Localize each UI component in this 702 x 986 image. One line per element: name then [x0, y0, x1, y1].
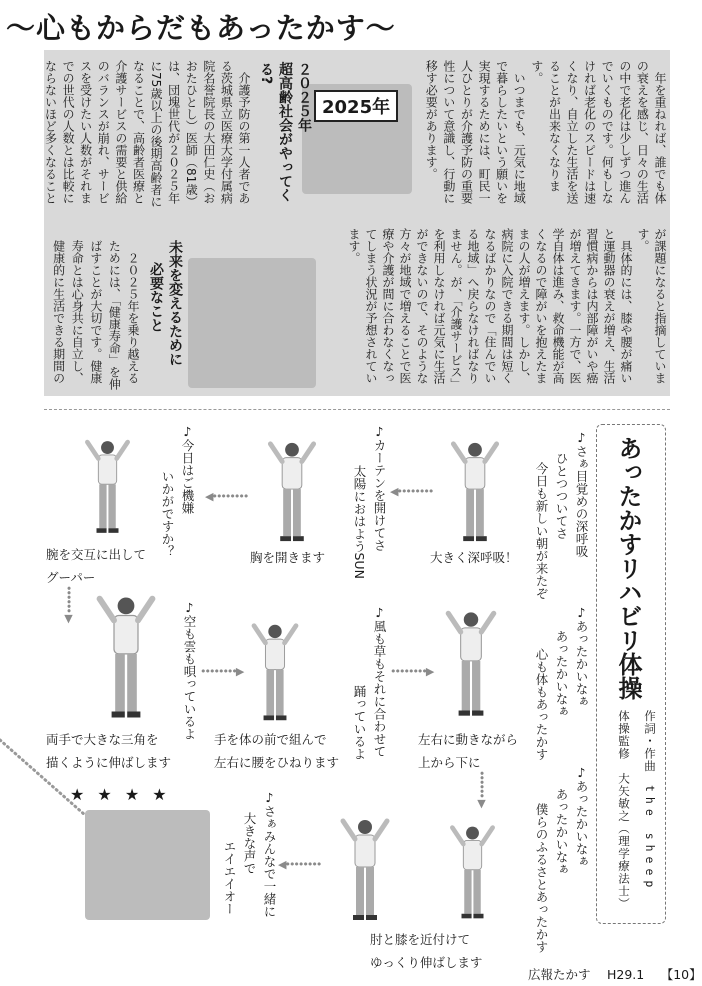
step-caption: 大きく深呼吸！: [430, 550, 518, 565]
step-lyric: 太陽におはようSUN: [352, 465, 367, 579]
credit-label: 作詞・作曲: [643, 710, 657, 773]
staff-photo-2025: [302, 84, 412, 194]
issue-number: H29.1: [607, 967, 645, 982]
exercise-photo-knee-raise: [445, 815, 500, 930]
exercise-photo-triangle: [90, 590, 162, 725]
step-caption: 手を体の前で組んで: [214, 732, 327, 747]
step-caption: 上から下に: [418, 755, 481, 770]
verse2-line1: ♪あったかいなぁ: [574, 605, 589, 708]
dotted-decoration: [0, 740, 90, 820]
step-lyric: 踊っているよ: [352, 685, 367, 760]
section-divider: [44, 409, 670, 410]
step-lyric: ♪風も草もそれに合わせて: [372, 605, 387, 758]
verse3-line2: あったかいなぁ: [554, 788, 569, 876]
arrow-right-icon: ••••••••▶: [200, 665, 243, 678]
page-footer: [528, 967, 702, 982]
exercise-photo-leg-stretch: [310, 815, 420, 925]
step-lyric: エイエイオー: [222, 840, 237, 915]
arrow-down-icon: ••••••▼: [62, 585, 75, 623]
verse2-line3: 心も体もあったかす: [534, 648, 549, 761]
credit-name: 大矢敏之（理学療法士）: [617, 772, 631, 910]
credit-lyrics-music: [642, 710, 658, 892]
heading-2025-line1: ２０２５年: [296, 62, 312, 132]
group-cheer-photo: [85, 810, 210, 920]
article-text-block-3: [320, 228, 668, 390]
step-caption: 肘と膝を近付けて: [370, 932, 471, 947]
page-title: 〜心もからだもあったかす〜: [6, 11, 396, 45]
article-paragraph: いつまでも、元気に地域で暮らしたいという願いを実現するためには、町民一人ひとりが介護予防の重要性について意識し、行動に移す必要があります。: [424, 60, 527, 204]
article-text-block-4: [46, 240, 142, 392]
arrow-left-icon: ◀••••••••: [390, 485, 433, 498]
page-number: 【10】: [660, 967, 702, 982]
song-title: あったかすリハビリ体操: [614, 436, 642, 700]
step-caption: グーパー: [46, 570, 96, 585]
credit-name: the sheep: [643, 785, 657, 893]
credit-supervision: [616, 710, 632, 910]
step-lyric: ♪カーテンを開けてさ: [372, 424, 387, 552]
arrow-right-icon: ••••••••▶: [390, 665, 433, 678]
article-paragraph: が課題になると指摘しています。: [636, 228, 667, 384]
article-text-block-2: [43, 60, 252, 208]
step-caption: 左右に動きながら: [418, 732, 519, 747]
exercise-photo-twist: [245, 620, 305, 725]
step-lyric: 大きな声で: [242, 812, 257, 875]
arrow-down-icon: ••••••▼: [475, 770, 488, 808]
verse1-line3: 今日も新しい朝が来たぞ: [534, 462, 549, 600]
credit-label: 体操監修: [617, 710, 631, 760]
step-lyric: ♪空も雲も唄っているよ: [182, 600, 197, 740]
photo-2025-label: 2025年: [314, 90, 398, 122]
heading-2025-line2: 超高齢社会がやってくる?: [258, 62, 293, 202]
step-lyric: ♪さぁみんなで一緒に: [262, 790, 277, 918]
arrow-left-icon: ◀••••••••: [205, 490, 248, 503]
article-paragraph: ２０２５年を乗り越えるためには、「健康寿命」を伸ばすことが大切です。健康寿命とは心身共に自立し、健康的に生活できる期間の: [51, 240, 140, 390]
publication-name: 広報たかす: [528, 967, 591, 982]
verse1-line1: ♪さぁ目覚めの深呼吸: [574, 430, 589, 558]
heading-future-line2: 必要なこと: [148, 262, 164, 332]
exercise-photo-deep-breath: [440, 438, 510, 546]
article-paragraph: 具体的には、膝や腰が痛いと運動器の衰えが増え、生活習慣病からは内部障がいや癌が増えてきます。一方で、医学自体は進み、救命機能が高くなるので障がいを抱えたままの人が増えます。しかし、病院に入院できる期間は短くなるばかりなので「住んでいる地域」へ戻らなければなりません。が、「介護サービス」を利用しなければ元気に生活ができないので、そのような方々が地域で増えることで医療や介護が間に合わなくなってしまう状況が予想されています。: [347, 228, 633, 390]
exercise-photo-open-chest: [262, 438, 322, 546]
verse3-line1: ♪あったかいなぁ: [574, 765, 589, 868]
article-paragraph: 年を重ねれば、誰でも体の衰えを感じ、日々の生活の中で老化は少しずつ進んでいくものです。何もしなければ老化のスピードは速くなり、自立した生活を送ることが出来なくなります。: [529, 60, 667, 204]
step-caption: 左右に腰をひねります: [214, 755, 340, 770]
verse1-line2: ひとつついてさ: [554, 452, 569, 540]
step-lyric: いかがですか？: [160, 470, 175, 558]
article-paragraph: 介護予防の第一人者である茨城県立医療大学付属病院名誉院長の大田仁史（おおたひとし）医師（81歳）は、団塊世代が２０２５年に75歳以上の後期高齢者になることで、高齢者医療と介護サービスの需要と供給のバランスが崩れ、サービスを受けたい人数がそれまでの世代の人数とは比較にならないほど多くなること: [43, 60, 251, 208]
star-icons: ★ ★ ★ ★: [70, 785, 171, 804]
step-caption: 描くように伸ばします: [46, 755, 172, 770]
heading-future-line1: 未来を変えるために: [167, 240, 183, 366]
verse2-line2: あったかいなぁ: [554, 630, 569, 718]
exercise-photo-side-bend: [440, 605, 502, 723]
heading-2025: [256, 62, 313, 202]
heading-future: [146, 240, 184, 390]
verse3-line3: 僕らのふるさとあったかす: [534, 803, 549, 953]
article-text-block-1: [420, 60, 668, 208]
step-caption: ゆっくり伸ばします: [370, 955, 483, 970]
step-caption: 胸を開きます: [250, 550, 326, 565]
staff-group-photo: [188, 258, 316, 388]
arrow-left-icon: ◀••••••••: [278, 858, 321, 871]
step-caption: 腕を交互に出して: [46, 547, 147, 562]
exercise-photo-arm-punch: [80, 432, 135, 542]
step-lyric: ♪今日はご機嫌: [180, 424, 195, 514]
step-caption: 両手で大きな三角を: [46, 732, 159, 747]
